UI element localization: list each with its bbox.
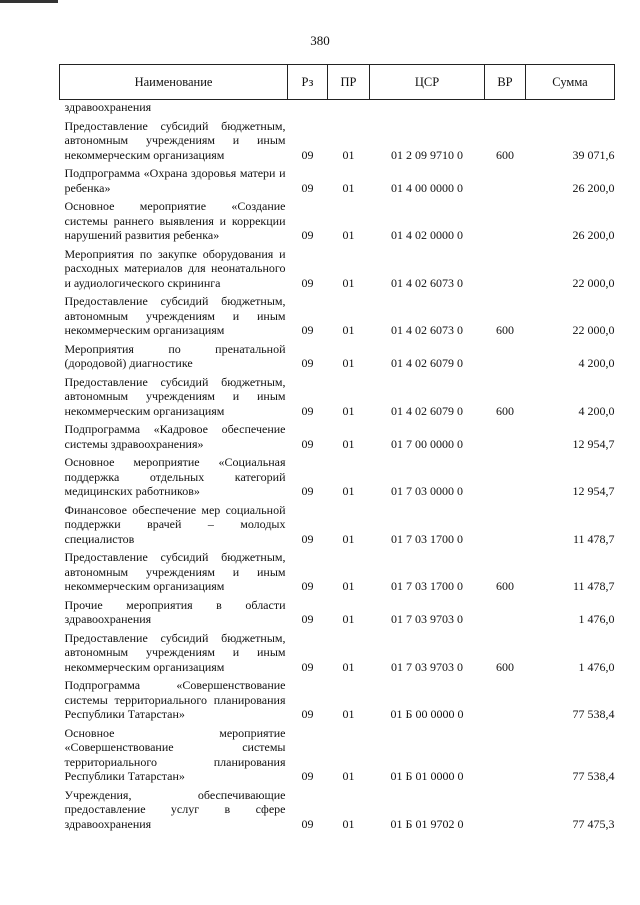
- header-sum: Сумма: [526, 65, 615, 100]
- row-rz-cell: 09: [301, 816, 314, 831]
- row-csr-cell: 01 4 02 0000 0: [391, 228, 463, 242]
- header-name: Наименование: [60, 65, 288, 100]
- row-vr-cell: 600: [496, 579, 514, 593]
- row-vr-cell: [485, 243, 526, 291]
- table-row: [60, 338, 615, 371]
- row-sum-cell: 77 538,4: [572, 769, 615, 783]
- row-rz-cell: 09: [301, 275, 314, 290]
- row-pr-cell: 01: [342, 147, 355, 162]
- row-csr-cell: [370, 100, 485, 115]
- row-pr-cell: 01: [342, 403, 355, 418]
- row-rz-cell: 09: [301, 436, 314, 451]
- row-vr-cell: 600: [496, 403, 514, 418]
- table-row: [60, 674, 615, 722]
- row-vr-cell: [485, 195, 526, 243]
- table-row: [60, 627, 615, 675]
- row-csr-cell: 01 7 00 0000 0: [391, 436, 463, 451]
- row-sum-cell: 1 476,0: [578, 659, 615, 674]
- row-pr-cell: 01: [342, 436, 355, 451]
- row-name-cell: Мероприятия по закупке оборудования и расходных материалов для неонатального и аудиологического скрининга: [64, 246, 286, 290]
- table-row: [60, 418, 615, 451]
- scan-edge-mark: [0, 0, 58, 3]
- row-pr-cell: 01: [342, 816, 355, 831]
- row-sum-cell: 77 475,3: [572, 816, 615, 831]
- row-vr-cell: 600: [496, 323, 514, 337]
- row-name-cell: Подпрограмма «Кадровое обеспечение системы здравоохранения»: [64, 422, 286, 451]
- row-pr-cell: 01: [342, 769, 355, 783]
- row-name-cell: Учреждения, обеспечивающие предоставление услуг в сфере здравоохранения: [64, 787, 286, 831]
- row-sum-cell: 26 200,0: [572, 180, 615, 195]
- row-sum-cell: 26 200,0: [572, 228, 615, 242]
- row-rz-cell: [288, 100, 328, 115]
- row-sum-cell: 22 000,0: [572, 323, 615, 337]
- row-vr-cell: 600: [496, 147, 514, 162]
- row-pr-cell: 01: [342, 612, 355, 626]
- row-pr-cell: 01: [342, 659, 355, 674]
- row-rz-cell: 09: [301, 612, 314, 626]
- row-sum-cell: 4 200,0: [578, 356, 615, 370]
- row-csr-cell: 01 Б 01 0000 0: [390, 769, 464, 783]
- table-row: [60, 115, 615, 163]
- row-pr-cell: 01: [342, 228, 355, 242]
- row-rz-cell: 09: [301, 228, 314, 242]
- row-sum-cell: 22 000,0: [572, 275, 615, 290]
- row-vr-cell: [485, 162, 526, 195]
- table-row: [60, 162, 615, 195]
- row-vr-cell: [485, 338, 526, 371]
- table-row: [60, 722, 615, 784]
- row-name-cell: Предоставление субсидий бюджетным, автономным учреждениям и иным некоммерческим организациям: [64, 630, 286, 674]
- row-csr-cell: 01 4 02 6073 0: [391, 275, 463, 290]
- row-csr-cell: 01 7 03 9703 0: [391, 612, 463, 626]
- row-rz-cell: 09: [301, 707, 314, 721]
- table-row: [60, 100, 615, 115]
- row-name-cell: Основное мероприятие «Социальная поддержка отдельных категорий медицинских работников»: [64, 455, 286, 498]
- row-csr-cell: 01 Б 00 0000 0: [390, 707, 464, 721]
- row-name-cell: Прочие мероприятия в области здравоохранения: [64, 597, 286, 626]
- header-pr: ПР: [328, 65, 370, 100]
- table-body: [60, 100, 615, 832]
- row-name-cell: Предоставление субсидий бюджетным, автономным учреждениям и иным некоммерческим организациям: [64, 374, 286, 418]
- page-number: 380: [310, 33, 330, 48]
- table-row: [60, 499, 615, 547]
- row-csr-cell: 01 2 09 9710 0: [391, 147, 463, 162]
- row-csr-cell: 01 7 03 1700 0: [391, 579, 463, 593]
- row-csr-cell: 01 4 02 6079 0: [391, 403, 463, 418]
- row-sum-cell: [526, 100, 615, 115]
- table-header-row: [60, 65, 615, 100]
- row-csr-cell: 01 4 00 0000 0: [391, 180, 463, 195]
- header-rz: Рз: [288, 65, 328, 100]
- row-pr-cell: [328, 100, 370, 115]
- row-rz-cell: 09: [301, 403, 314, 418]
- row-sum-cell: 12 954,7: [572, 484, 615, 498]
- row-name-cell: здравоохранения: [64, 100, 152, 114]
- row-pr-cell: 01: [342, 356, 355, 370]
- row-name-cell: Основное мероприятие «Создание системы раннего выявления и коррекции нарушений развития ребенка»: [64, 199, 286, 242]
- row-name-cell: Финансовое обеспечение мер социальной поддержки врачей – молодых специалистов: [64, 502, 286, 546]
- row-vr-cell: [485, 418, 526, 451]
- row-name-cell: Подпрограмма «Охрана здоровья матери и ребенка»: [64, 166, 286, 195]
- row-rz-cell: 09: [301, 484, 314, 498]
- row-rz-cell: 09: [301, 769, 314, 783]
- row-vr-cell: [485, 674, 526, 722]
- table-row: [60, 195, 615, 243]
- row-rz-cell: 09: [301, 356, 314, 370]
- row-sum-cell: 4 200,0: [578, 403, 615, 418]
- table-row: [60, 594, 615, 627]
- table-row: [60, 451, 615, 499]
- row-name-cell: Мероприятия по пренатальной (дородовой) диагностике: [64, 341, 286, 370]
- budget-table: [59, 64, 615, 831]
- row-pr-cell: 01: [342, 484, 355, 498]
- row-rz-cell: 09: [301, 180, 314, 195]
- row-csr-cell: 01 4 02 6073 0: [391, 323, 463, 337]
- row-csr-cell: 01 7 03 1700 0: [391, 531, 463, 546]
- row-csr-cell: 01 Б 01 9702 0: [390, 816, 464, 831]
- row-csr-cell: 01 7 03 0000 0: [391, 484, 463, 498]
- row-pr-cell: 01: [342, 579, 355, 593]
- row-pr-cell: 01: [342, 531, 355, 546]
- row-csr-cell: 01 4 02 6079 0: [391, 356, 463, 370]
- row-name-cell: Предоставление субсидий бюджетным, автономным учреждениям и иным некоммерческим организациям: [64, 118, 286, 162]
- row-pr-cell: 01: [342, 323, 355, 337]
- row-sum-cell: 77 538,4: [572, 707, 615, 721]
- table-row: [60, 371, 615, 419]
- row-name-cell: Основное мероприятие «Совершенствование системы территориального планирования Республики Татарстан»: [64, 725, 286, 783]
- row-sum-cell: 11 478,7: [572, 531, 615, 546]
- row-vr-cell: [485, 784, 526, 832]
- row-rz-cell: 09: [301, 579, 314, 593]
- row-name-cell: Подпрограмма «Совершенствование системы территориального планирования Республики Татарстан»: [64, 678, 286, 721]
- row-rz-cell: 09: [301, 531, 314, 546]
- row-pr-cell: 01: [342, 275, 355, 290]
- table-row: [60, 546, 615, 594]
- row-vr-cell: 600: [496, 659, 514, 674]
- row-name-cell: Предоставление субсидий бюджетным, автономным учреждениям и иным некоммерческим организациям: [64, 294, 286, 337]
- header-csr: ЦСР: [370, 65, 485, 100]
- row-vr-cell: [485, 100, 526, 115]
- table-row: [60, 243, 615, 291]
- table-row: [60, 290, 615, 338]
- row-sum-cell: 1 476,0: [578, 612, 615, 626]
- row-pr-cell: 01: [342, 707, 355, 721]
- row-pr-cell: 01: [342, 180, 355, 195]
- row-rz-cell: 09: [301, 323, 314, 337]
- row-vr-cell: [485, 499, 526, 547]
- row-rz-cell: 09: [301, 659, 314, 674]
- row-sum-cell: 39 071,6: [572, 147, 615, 162]
- row-name-cell: Предоставление субсидий бюджетным, автономным учреждениям и иным некоммерческим организациям: [64, 550, 286, 593]
- row-vr-cell: [485, 722, 526, 784]
- row-rz-cell: 09: [301, 147, 314, 162]
- row-vr-cell: [485, 594, 526, 627]
- row-sum-cell: 12 954,7: [572, 436, 615, 451]
- table-row: [60, 784, 615, 832]
- row-csr-cell: 01 7 03 9703 0: [391, 659, 463, 674]
- header-vr: ВР: [485, 65, 526, 100]
- row-sum-cell: 11 478,7: [572, 579, 615, 593]
- row-vr-cell: [485, 451, 526, 499]
